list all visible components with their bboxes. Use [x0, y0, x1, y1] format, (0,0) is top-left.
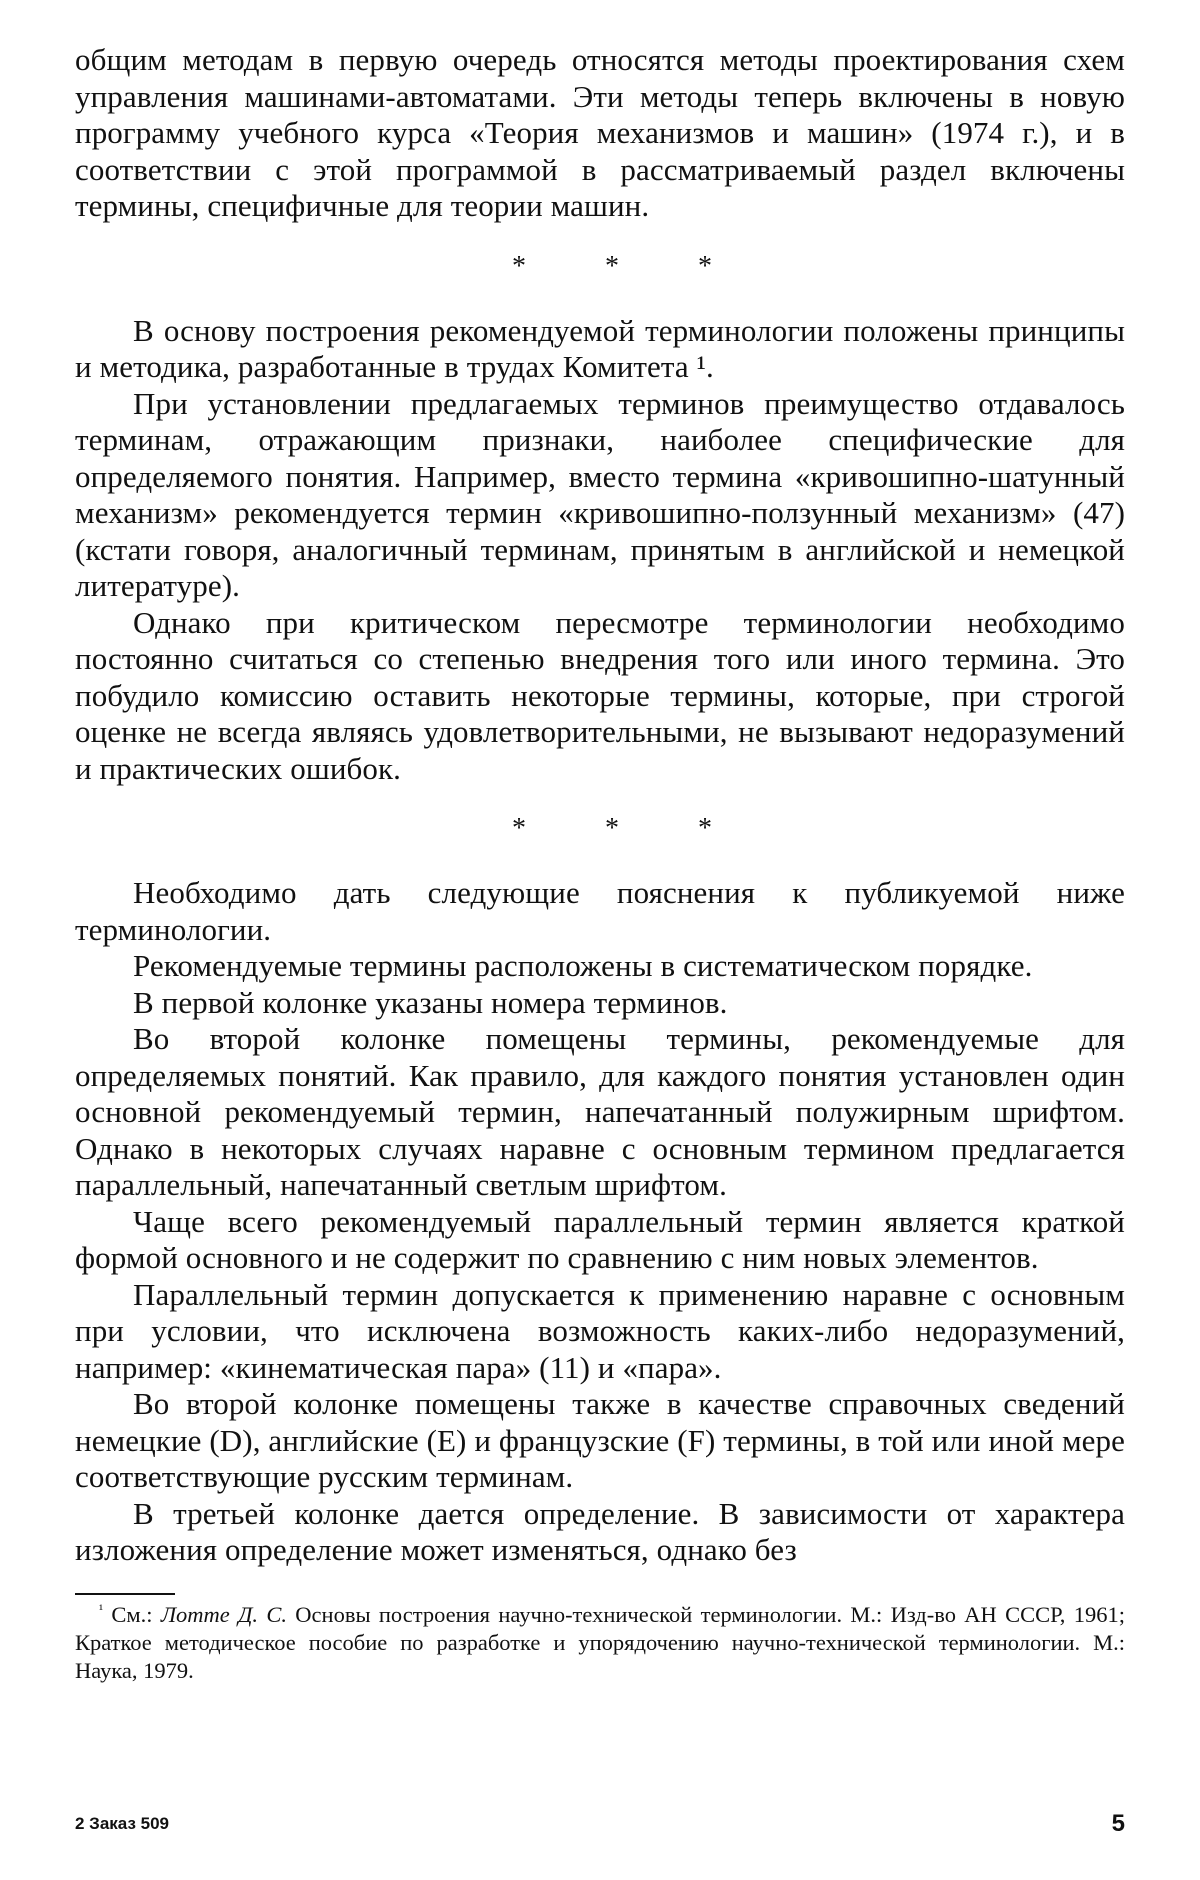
paragraph-intro: общим методам в первую очередь относятся методы проектирования схем управления машинами-автоматами. Эти методы теперь включены в новую программу учебного курса «Теория механизмов и машин» (1974 г.), и в соответствии с этой программой в рассматриваемый раздел включены термины, специфичные для теории машин. — [75, 42, 1125, 223]
section-separator-2: * * * — [512, 813, 748, 844]
paragraph-explanations: Необходимо дать следующие пояснения к публикуемой ниже терминологии. — [75, 875, 1125, 947]
paragraph-parallel-usage: Параллельный термин допускается к применению наравне с основным при условии, что исключена возможность каких-либо недоразумений, например: «кинематическая пара» (11) и «пара». — [75, 1276, 1125, 1385]
section-separator-1: * * * — [512, 250, 748, 282]
paragraph-revision: Однако при критическом пересмотре терминологии необходимо постоянно считаться со степенью внедрения того или иного термина. Это побудило комиссию оставить некоторые термины, которые, при строгой оценке не всегда являясь удовлетворительными, не вызывают недоразумений и практических ошибок. — [75, 604, 1125, 786]
paragraph-foreign-terms: Во второй колонке помещены также в качестве справочных сведений немецкие (D), английские (E) и французские (F) термины, в той или иной мере соответствующие русским терминам. — [75, 1386, 1125, 1494]
footnote-author: Лотте Д. С. — [160, 1601, 287, 1627]
footnote-divider — [75, 1593, 175, 1595]
paragraph-term-selection: При установлении предлагаемых терминов преимущество отдавалось терминам, отражающим признаки, наиболее специфические для определяемого понятия. Например, вместо термина «кривошипно-шатунный механизм» рекомендуется термин «кривошипно-ползунный механизм» (47) (кстати говоря, аналогичный терминам, принятым в английской и немецкой литературе). — [75, 385, 1125, 603]
footnote-marker: ¹ — [99, 1601, 104, 1616]
paragraph-parallel-term: Чаще всего рекомендуемый параллельный термин является краткой формой основного и не содержит по сравнению с ним новых элементов. — [75, 1203, 1125, 1275]
page-number: 5 — [1111, 1810, 1125, 1837]
paragraph-principles: В основу построения рекомендуемой терминологии положены принципы и методика, разработанные в трудах Комитета ¹. — [75, 312, 1125, 384]
paragraph-systematic-order: Рекомендуемые термины расположены в систематическом порядке. — [133, 948, 1033, 983]
footnote — [75, 1601, 1125, 1685]
page-content — [75, 42, 1125, 1685]
footnote-text: Основы построения научно-технической терминологии. М.: Изд-во АН СССР, 1961; Краткое методическое пособие по разработке и упорядочению научно-технической терминологии. М.: Наука, 1979. — [75, 1601, 1125, 1683]
paragraph-first-column: В первой колонке указаны номера терминов. — [133, 984, 728, 1020]
paragraph-second-column: Во второй колонке помещены термины, рекомендуемые для определяемых понятий. Как правило, для каждого понятия установлен один основной рекомендуемый термин, напечатанный полужирным шрифтом. Однако в некоторых случаях наравне с основным термином предлагается параллельный, напечатанный светлым шрифтом. — [75, 1021, 1125, 1202]
paragraph-third-column: В третьей колонке дается определение. В зависимости от характера изложения определение может изменяться, однако без — [75, 1495, 1125, 1567]
printer-signature: 2 Заказ 509 — [75, 1814, 169, 1833]
footnote-lead: См.: — [111, 1601, 153, 1627]
